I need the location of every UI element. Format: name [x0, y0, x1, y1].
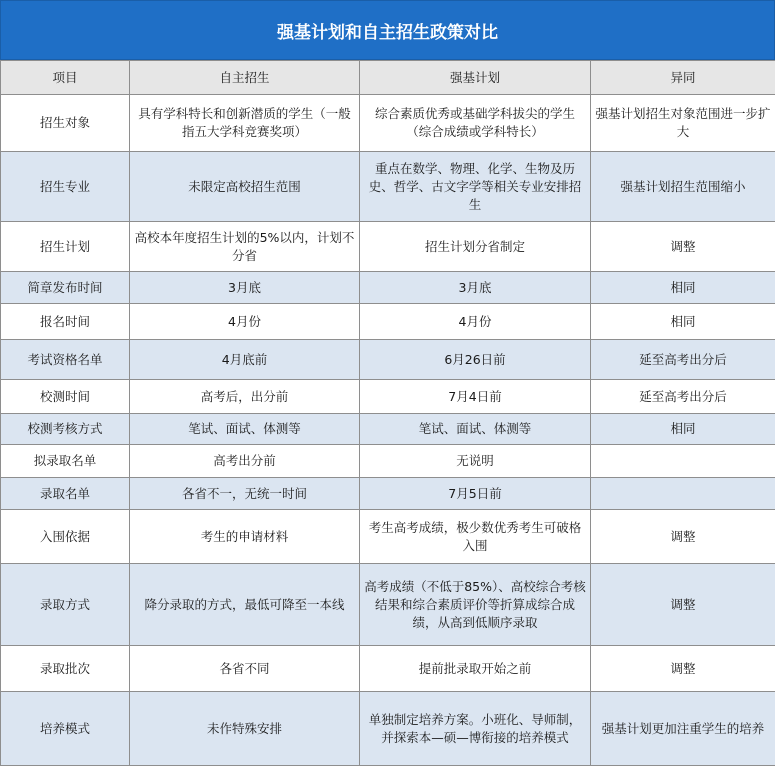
strong-base-cell: 综合素质优秀或基础学科拔尖的学生（综合成绩或学科特长） — [360, 95, 591, 152]
row-label: 培养模式 — [1, 692, 130, 766]
difference-cell: 强基计划招生对象范围进一步扩大 — [591, 95, 775, 152]
table-row — [1, 564, 775, 646]
strong-base-cell: 无说明 — [360, 445, 591, 478]
table-row — [1, 340, 775, 380]
table-title: 强基计划和自主招生政策对比 — [0, 0, 775, 60]
row-label: 报名时间 — [1, 304, 130, 340]
row-label: 录取方式 — [1, 564, 130, 646]
difference-cell: 相同 — [591, 304, 775, 340]
difference-cell: 延至高考出分后 — [591, 340, 775, 380]
independent-cell: 高校本年度招生计划的5%以内，计划不分省 — [130, 222, 360, 272]
header-cell-independent: 自主招生 — [130, 61, 360, 95]
independent-cell: 未作特殊安排 — [130, 692, 360, 766]
row-label: 招生对象 — [1, 95, 130, 152]
table-row — [1, 272, 775, 304]
comparison-table — [0, 60, 775, 766]
header-row — [1, 61, 775, 95]
table-row — [1, 445, 775, 478]
independent-cell: 未限定高校招生范围 — [130, 152, 360, 222]
table-row — [1, 414, 775, 445]
difference-cell: 强基计划更加注重学生的培养 — [591, 692, 775, 766]
independent-cell: 各省不同 — [130, 646, 360, 692]
difference-cell — [591, 445, 775, 478]
difference-cell: 相同 — [591, 414, 775, 445]
table-row — [1, 692, 775, 766]
difference-cell: 调整 — [591, 510, 775, 564]
independent-cell: 降分录取的方式，最低可降至一本线 — [130, 564, 360, 646]
independent-cell: 考生的申请材料 — [130, 510, 360, 564]
independent-cell: 高考后，出分前 — [130, 380, 360, 414]
row-label: 招生计划 — [1, 222, 130, 272]
independent-cell: 3月底 — [130, 272, 360, 304]
row-label: 录取名单 — [1, 478, 130, 510]
difference-cell: 调整 — [591, 646, 775, 692]
table-row — [1, 304, 775, 340]
strong-base-cell: 高考成绩（不低于85%）、高校综合考核结果和综合素质评价等折算成综合成绩，从高到低顺序录取 — [360, 564, 591, 646]
table-row — [1, 478, 775, 510]
strong-base-cell: 3月底 — [360, 272, 591, 304]
table-row — [1, 646, 775, 692]
header-cell-strong-base: 强基计划 — [360, 61, 591, 95]
difference-cell: 调整 — [591, 564, 775, 646]
independent-cell: 笔试、面试、体测等 — [130, 414, 360, 445]
strong-base-cell: 4月份 — [360, 304, 591, 340]
difference-cell — [591, 478, 775, 510]
row-label: 简章发布时间 — [1, 272, 130, 304]
table-row — [1, 222, 775, 272]
table-row — [1, 380, 775, 414]
difference-cell: 延至高考出分后 — [591, 380, 775, 414]
header-cell-difference: 异同 — [591, 61, 775, 95]
difference-cell: 强基计划招生范围缩小 — [591, 152, 775, 222]
header-cell-item: 项目 — [1, 61, 130, 95]
strong-base-cell: 招生计划分省制定 — [360, 222, 591, 272]
row-label: 招生专业 — [1, 152, 130, 222]
table-row — [1, 152, 775, 222]
strong-base-cell: 单独制定培养方案。小班化、导师制，并探索本—硕—博衔接的培养模式 — [360, 692, 591, 766]
independent-cell: 高考出分前 — [130, 445, 360, 478]
strong-base-cell: 7月4日前 — [360, 380, 591, 414]
strong-base-cell: 提前批录取开始之前 — [360, 646, 591, 692]
row-label: 入围依据 — [1, 510, 130, 564]
row-label: 校测考核方式 — [1, 414, 130, 445]
strong-base-cell: 6月26日前 — [360, 340, 591, 380]
row-label: 考试资格名单 — [1, 340, 130, 380]
table-row — [1, 510, 775, 564]
independent-cell: 4月份 — [130, 304, 360, 340]
difference-cell: 调整 — [591, 222, 775, 272]
independent-cell: 4月底前 — [130, 340, 360, 380]
independent-cell: 各省不一，无统一时间 — [130, 478, 360, 510]
row-label: 校测时间 — [1, 380, 130, 414]
row-label: 拟录取名单 — [1, 445, 130, 478]
row-label: 录取批次 — [1, 646, 130, 692]
strong-base-cell: 笔试、面试、体测等 — [360, 414, 591, 445]
difference-cell: 相同 — [591, 272, 775, 304]
table-row — [1, 95, 775, 152]
strong-base-cell: 考生高考成绩，极少数优秀考生可破格入围 — [360, 510, 591, 564]
strong-base-cell: 7月5日前 — [360, 478, 591, 510]
strong-base-cell: 重点在数学、物理、化学、生物及历史、哲学、古文字学等相关专业安排招生 — [360, 152, 591, 222]
independent-cell: 具有学科特长和创新潜质的学生（一般指五大学科竞赛奖项） — [130, 95, 360, 152]
